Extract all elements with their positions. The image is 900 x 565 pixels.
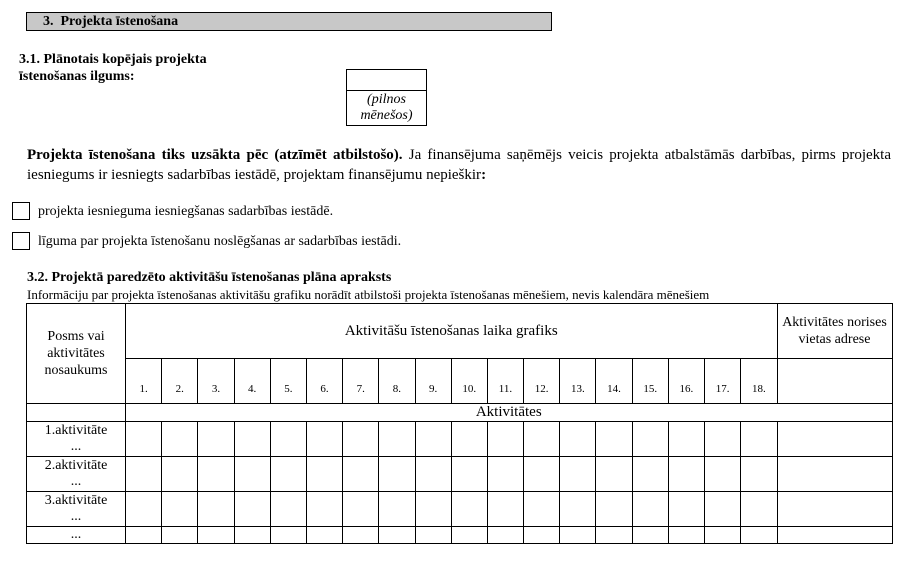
month-header: 18. [741, 359, 777, 404]
duration-input[interactable] [347, 70, 426, 91]
schedule-cell[interactable] [560, 492, 596, 527]
schedule-cell[interactable] [126, 492, 162, 527]
schedule-cell[interactable] [126, 527, 162, 544]
schedule-cell[interactable] [343, 457, 379, 492]
activity-name-cell[interactable]: ... [27, 527, 126, 544]
schedule-cell[interactable] [234, 492, 270, 527]
option-submission-label: projekta iesnieguma iesniegšanas sadarbības iestādē. [38, 204, 334, 219]
schedule-cell[interactable] [596, 457, 632, 492]
checkbox-submission[interactable] [12, 202, 30, 220]
schedule-cell[interactable] [343, 422, 379, 457]
start-instructions [27, 145, 891, 185]
month-header: 14. [596, 359, 632, 404]
checkbox-contract[interactable] [12, 232, 30, 250]
schedule-cell[interactable] [524, 422, 560, 457]
schedule-cell[interactable] [705, 492, 741, 527]
schedule-cell[interactable] [596, 492, 632, 527]
schedule-cell[interactable] [451, 527, 487, 544]
duration-unit: (pilnos mēnešos) [360, 92, 413, 123]
schedule-cell[interactable] [270, 527, 306, 544]
month-header: 17. [705, 359, 741, 404]
schedule-cell[interactable] [632, 422, 668, 457]
plan-title: 3.2. Projektā paredzēto aktivitāšu īstenošanas plāna apraksts [27, 270, 392, 285]
month-header: 1. [126, 359, 162, 404]
month-header: 6. [306, 359, 342, 404]
start-lead-text: Ja finansējuma saņēmējs veicis projekta atbalstāmās darbības, pirms projekta iesniegums ir iesniegts sadarbības iestādē, projektam finansējumu nepieškir [27, 147, 891, 183]
schedule-cell[interactable] [524, 527, 560, 544]
schedule-cell[interactable] [198, 457, 234, 492]
address-cell[interactable] [777, 457, 892, 492]
schedule-cell[interactable] [487, 457, 523, 492]
schedule-cell[interactable] [741, 492, 777, 527]
schedule-cell[interactable] [668, 492, 704, 527]
activities-label: Aktivitātes [126, 404, 893, 422]
activities-label-blank [27, 404, 126, 422]
col-stage-header: Posms vai aktivitātes nosaukums [27, 304, 126, 404]
schedule-cell[interactable] [270, 457, 306, 492]
schedule-cell[interactable] [560, 422, 596, 457]
schedule-cell[interactable] [705, 422, 741, 457]
option-contract-label: līguma par projekta īstenošanu noslēgšanas ar sadarbības iestādi. [38, 234, 402, 249]
schedule-cell[interactable] [705, 527, 741, 544]
start-lead-bold: Projekta īstenošana tiks uzsākta pēc (atzīmēt atbilstošo). [27, 147, 403, 163]
month-header: 2. [162, 359, 198, 404]
table-row [27, 492, 893, 527]
month-header: 11. [487, 359, 523, 404]
schedule-cell[interactable] [415, 422, 451, 457]
month-header: 5. [270, 359, 306, 404]
col-schedule-header: Aktivitāšu īstenošanas laika grafiks [126, 304, 778, 359]
schedule-cell[interactable] [668, 422, 704, 457]
month-header: 12. [524, 359, 560, 404]
address-cell[interactable] [777, 492, 892, 527]
start-colon: : [481, 167, 487, 183]
activity-name-cell[interactable] [27, 492, 126, 527]
schedule-cell[interactable] [741, 457, 777, 492]
schedule-cell[interactable] [270, 422, 306, 457]
activity-sub: ... [70, 509, 82, 524]
schedule-cell[interactable] [741, 422, 777, 457]
schedule-cell[interactable] [198, 492, 234, 527]
schedule-cell[interactable] [162, 492, 198, 527]
schedule-cell[interactable] [487, 527, 523, 544]
schedule-cell[interactable] [524, 492, 560, 527]
address-header-blank [777, 359, 892, 404]
schedule-cell[interactable] [198, 527, 234, 544]
schedule-cell[interactable] [668, 457, 704, 492]
schedule-cell[interactable] [162, 527, 198, 544]
plan-note: Informāciju par projekta īstenošanas aktivitāšu grafiku norādīt atbilstoši projekta īstenošanas mēnešiem, nevis kalendāra mēnešiem [27, 287, 710, 302]
address-cell[interactable] [777, 422, 892, 457]
schedule-cell[interactable] [306, 492, 342, 527]
month-header: 16. [668, 359, 704, 404]
schedule-cell[interactable] [705, 457, 741, 492]
schedule-cell[interactable] [270, 492, 306, 527]
schedule-cell[interactable] [487, 492, 523, 527]
schedule-cell[interactable] [379, 492, 415, 527]
schedule-cell[interactable] [306, 422, 342, 457]
month-header: 3. [198, 359, 234, 404]
duration-box [346, 69, 427, 126]
month-header: 8. [379, 359, 415, 404]
schedule-cell[interactable] [451, 457, 487, 492]
table-row [27, 527, 893, 544]
month-header: 15. [632, 359, 668, 404]
col-address-header: Aktivitātes norises vietas adrese [777, 304, 892, 359]
month-header: 7. [343, 359, 379, 404]
schedule-cell[interactable] [198, 422, 234, 457]
schedule-cell[interactable] [379, 457, 415, 492]
schedule-cell[interactable] [632, 457, 668, 492]
duration-label: 3.1. Plānotais kopējais projekta īstenošanas ilgums: [19, 52, 207, 84]
table-row [27, 422, 893, 457]
schedule-cell[interactable] [234, 527, 270, 544]
schedule-cell[interactable] [343, 492, 379, 527]
month-header: 13. [560, 359, 596, 404]
schedule-cell[interactable] [306, 527, 342, 544]
section-header [26, 12, 552, 31]
schedule-cell[interactable] [451, 492, 487, 527]
schedule-cell[interactable] [596, 527, 632, 544]
schedule-cell[interactable] [162, 422, 198, 457]
section-title: Projekta īstenošana [60, 14, 179, 29]
activity-name: 1.aktivitāte [44, 423, 108, 438]
schedule-cell[interactable] [560, 527, 596, 544]
schedule-cell[interactable] [415, 527, 451, 544]
schedule-cell[interactable] [415, 492, 451, 527]
schedule-cell[interactable] [668, 527, 704, 544]
schedule-cell[interactable] [234, 422, 270, 457]
table-row [27, 457, 893, 492]
schedule-cell[interactable] [379, 422, 415, 457]
schedule-cell[interactable] [306, 457, 342, 492]
schedule-cell[interactable] [560, 457, 596, 492]
schedule-cell[interactable] [126, 422, 162, 457]
schedule-cell[interactable] [162, 457, 198, 492]
month-header: 10. [451, 359, 487, 404]
schedule-cell[interactable] [379, 527, 415, 544]
schedule-cell[interactable] [741, 527, 777, 544]
schedule-cell[interactable] [126, 457, 162, 492]
schedule-cell[interactable] [415, 457, 451, 492]
month-header: 9. [415, 359, 451, 404]
activity-name: 2.aktivitāte [44, 458, 108, 473]
activity-sub: ... [70, 474, 82, 489]
activity-name-cell[interactable] [27, 457, 126, 492]
schedule-cell[interactable] [451, 422, 487, 457]
schedule-cell[interactable] [632, 527, 668, 544]
activity-sub: ... [70, 439, 82, 454]
activity-name: 3.aktivitāte [44, 493, 108, 508]
schedule-cell[interactable] [343, 527, 379, 544]
schedule-cell[interactable] [487, 422, 523, 457]
schedule-cell[interactable] [632, 492, 668, 527]
schedule-cell[interactable] [234, 457, 270, 492]
address-cell[interactable] [777, 527, 892, 544]
activity-name-cell[interactable] [27, 422, 126, 457]
schedule-cell[interactable] [596, 422, 632, 457]
activity-plan-table [26, 303, 893, 544]
section-number: 3. [43, 14, 54, 29]
month-header: 4. [234, 359, 270, 404]
schedule-cell[interactable] [524, 457, 560, 492]
